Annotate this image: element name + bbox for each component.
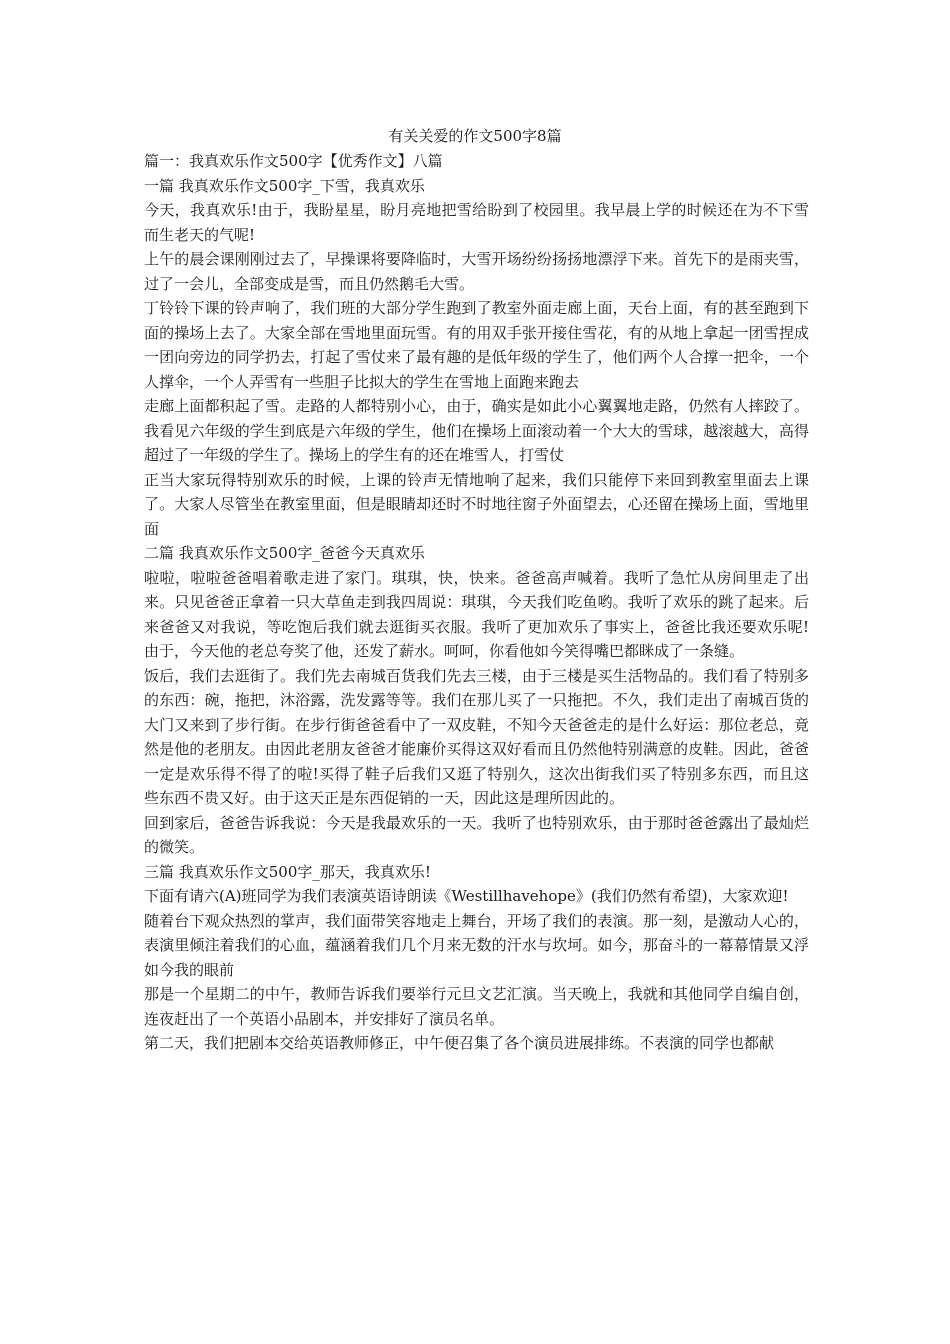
paragraph: 那是一个星期二的中午，教师告诉我们要举行元旦文艺汇演。当天晚上，我就和其他同学自编自创，连夜赶出了一个英语小品剧本，并安排好了演员名单。: [144, 985, 809, 1028]
paragraph: 今天，我真欢乐!由于，我盼星星，盼月亮地把雪给盼到了校园里。我早晨上学的时候还在为不下雪而生老天的气呢!: [144, 201, 809, 244]
section-heading-1: 一篇 我真欢乐作文500字_下雪，我真欢乐: [144, 176, 425, 195]
paragraph: 上午的晨会课刚刚过去了，早操课将要降临时，大雪开场纷纷扬扬地漂浮下来。首先下的是雨夹雪，过了一会儿，全部变成是雪，而且仍然鹅毛大雪。: [144, 250, 809, 293]
document-body: [144, 149, 809, 1056]
section-heading-2: 二篇 我真欢乐作文500字_爸爸今天真欢乐: [144, 544, 425, 562]
paragraph: 啦啦，啦啦爸爸唱着歌走进了家门。琪琪，快，快来。爸爸高声喊着。我听了急忙从房间里走了出来。只见爸爸正拿着一只大草鱼走到我四周说：琪琪，今天我们吃鱼哟。我听了欢乐的跳了起来。后来爸爸又对我说，等吃饱后我们就去逛街买衣服。我听了更加欢乐了事实上，爸爸比我还要欢乐呢!由于，今天他的老总夸奖了他，还发了薪水。呵呵，你看他如今笑得嘴巴都眯成了一条缝。: [144, 568, 809, 660]
paragraph: 第二天，我们把剧本交给英语教师修正，中午便召集了各个演员进展排练。不表演的同学也都献: [144, 1034, 775, 1052]
paragraph: 随着台下观众热烈的掌声，我们面带笑容地走上舞台，开场了我们的表演。那一刻，是激动人心的，表演里倾注着我们的心血，蕴涵着我们几个月来无数的汗水与坎坷。如今，那奋斗的一幕幕情景又浮如今我的眼前: [144, 911, 809, 979]
paragraph: 饭后，我们去逛街了。我们先去南城百货我们先去三楼，由于三楼是买生活物品的。我们看了特别多的东西：碗，拖把，沐浴露，洗发露等等。我们在那儿买了一只拖把。不久，我们走出了南城百货的大门又来到了步行街。在步行街爸爸看中了一双皮鞋，不知今天爸爸走的是什么好运：那位老总，竟然是他的老朋友。由因此老朋友爸爸才能廉价买得这双好看而且仍然他特别满意的皮鞋。因此，爸爸一定是欢乐得不得了的啦!买得了鞋子后我们又逛了特别久，这次出街我们买了特别多东西，而且这些东西不贵又好。由于这天正是东西促销的一天，因此这是理所因此的。: [144, 666, 809, 807]
document-title: 有关关爱的作文500字8篇: [388, 127, 562, 145]
paragraph: 走廊上面都积起了雪。走路的人都特别小心，由于，确实是如此小心翼翼地走路，仍然有人摔跤了。我看见六年级的学生到底是六年级的学生，他们在操场上面滚动着一个大大的雪球，越滚越大，高得超过了一年级的学生了。操场上的学生有的还在堆雪人，打雪仗: [144, 397, 809, 464]
paragraph: 正当大家玩得特别欢乐的时候，上课的铃声无情地响了起来，我们只能停下来回到教室里面去上课了。大家人尽管坐在教室里面，但是眼睛却还时不时地往窗子外面望去，心还留在操场上面，雪地里面: [144, 470, 809, 538]
paragraph: 下面有请六(A)班同学为我们表演英语诗朗读《Westillhavehope》(我们仍然有希望)，大家欢迎!: [144, 887, 789, 905]
section-heading-main: 篇一：我真欢乐作文500字【优秀作文】八篇: [144, 152, 443, 170]
section-heading-3: 三篇 我真欢乐作文500字_那天，我真欢乐!: [144, 862, 431, 881]
paragraph: 丁铃铃下课的铃声响了，我们班的大部分学生跑到了教室外面走廊上面，天台上面，有的甚至跑到下面的操场上去了。大家全部在雪地里面玩雪。有的用双手张开接住雪花，有的从地上拿起一团雪捏成一团向旁边的同学扔去，打起了雪仗来了最有趣的是低年级的学生了，他们两个人合撑一把伞，一个人撑伞，一个人弄雪有一些胆子比拟大的学生在雪地上面跑来跑去: [144, 299, 809, 391]
paragraph: 回到家后，爸爸告诉我说：今天是我最欢乐的一天。我听了也特别欢乐，由于那时爸爸露出了最灿烂的微笑。: [144, 813, 809, 856]
